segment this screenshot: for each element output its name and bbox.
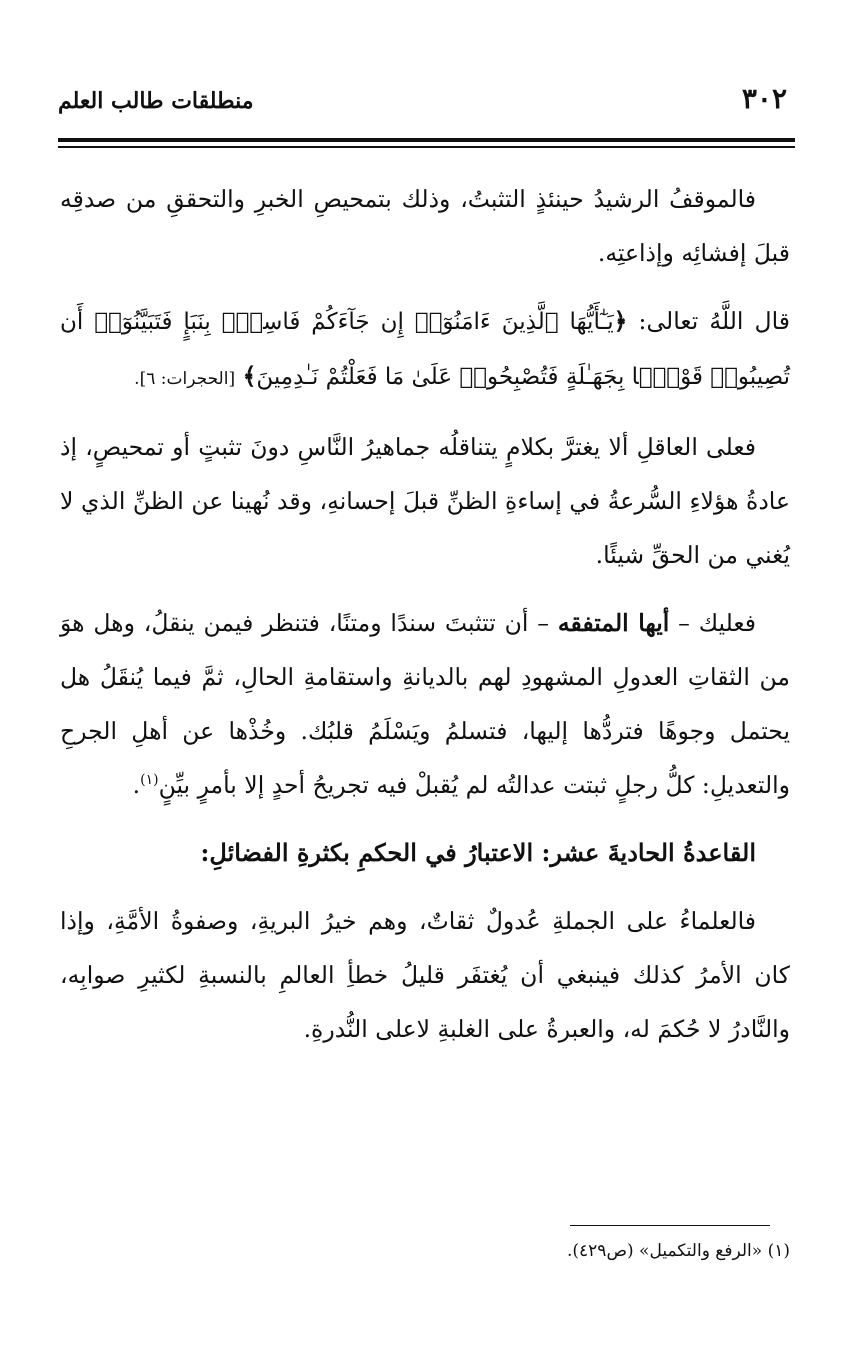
footnote-number: (١) (767, 1241, 790, 1261)
paragraph-4-start: فعليك – (678, 609, 756, 637)
paragraph-4-emphasis: أيها المتفقه (557, 609, 670, 637)
footnote-reference[interactable]: (١) (140, 772, 159, 789)
quran-close-brace: ﴾ (242, 362, 257, 390)
paragraph-4-end: . (132, 771, 141, 799)
footnote-text: «الرفع والتكميل» (ص٤٢٩). (567, 1241, 763, 1261)
page-number: ٣٠٢ (741, 82, 787, 115)
main-text (60, 172, 790, 1070)
quran-reference: [الحجرات: ٦]. (134, 369, 236, 389)
paragraph-5: فالعلماءُ على الجملةِ عُدولٌ ثقاتٌ، وهم خيرُ البريةِ، وصفوةُ الأمَّةِ، وإذا كان الأمرُ كذلك فينبغي أن يُغتفَر قليلُ خطأِ العالمِ بالنسبةِ لكثيرِ صوابِه، والنَّادرُ لا حُكمَ له، والعبرةُ على الغلبةِ لاعلى النُّدرةِ. (60, 907, 790, 1043)
running-title: منطلقات طالب العلم (58, 88, 254, 114)
footnote-divider (570, 1225, 770, 1226)
paragraph-3: فعلى العاقلِ ألا يغترَّ بكلامٍ يتناقلُه جماهيرُ النَّاسِ دونَ تثبتٍ أو تمحيصٍ، إذ عادةُ هؤلاءِ السُّرعةُ في إساءةِ الظنِّ قبلَ إحسانهِ، وقد نُهينا عن الظنِّ الذي لا يُغني من الحقِّ شيئًا. (60, 433, 790, 569)
page-header (58, 82, 795, 122)
footnote (60, 1238, 790, 1264)
section-heading: القاعدةُ الحاديةَ عشر: الاعتبارُ في الحكمِ بكثرةِ الفضائلِ: (200, 838, 756, 867)
paragraph-quran (60, 294, 790, 406)
quran-open-brace: ﴿ (613, 307, 628, 335)
quran-verse: يَـٰٓأَيُّهَا ٱلَّذِينَ ءَامَنُوٓا۟ إِن جَآءَكُمْ فَاسِقٌۢ بِنَبَإٍ فَتَبَيَّنُوٓا۟ أَن تُصِيبُوا۟ قَوْمًۢا بِجَهَـٰلَةٍ فَتُصْبِحُوا۟ عَلَىٰ مَا فَعَلْتُمْ نَـٰدِمِينَ (60, 309, 790, 390)
header-rule-thick (58, 138, 795, 142)
paragraph-1: فالموقفُ الرشيدُ حينئذٍ التثبتُ، وذلك بتمحيصِ الخبرِ والتحققِ من صدقِه قبلَ إفشائِه وإذاعتِه. (60, 185, 790, 267)
paragraph-4 (60, 596, 790, 812)
header-rule-thin (58, 146, 795, 148)
quran-lead: قال اللَّهُ تعالى: (638, 307, 790, 335)
paragraph-4-body: – أن تتثبتَ سندًا ومتنًا، فتنظر فيمن ينقلُ، وهل هوَ من الثقاتِ العدولِ المشهودِ لهم بالديانةِ واستقامةِ الحالِ، ثمَّ فيما يُنقَلُ هل يحتمل وجوهًا فتردُّها إليها، فتسلمُ ويَسْلَمُ قلبُك. وخُذْها عن أهلِ الجرحِ والتعديلِ: كلُّ رجلٍ ثبتت عدالتُه لم يُقبلْ فيه تجريحُ أحدٍ إلا بأمرٍ بيِّنٍ (60, 609, 790, 799)
